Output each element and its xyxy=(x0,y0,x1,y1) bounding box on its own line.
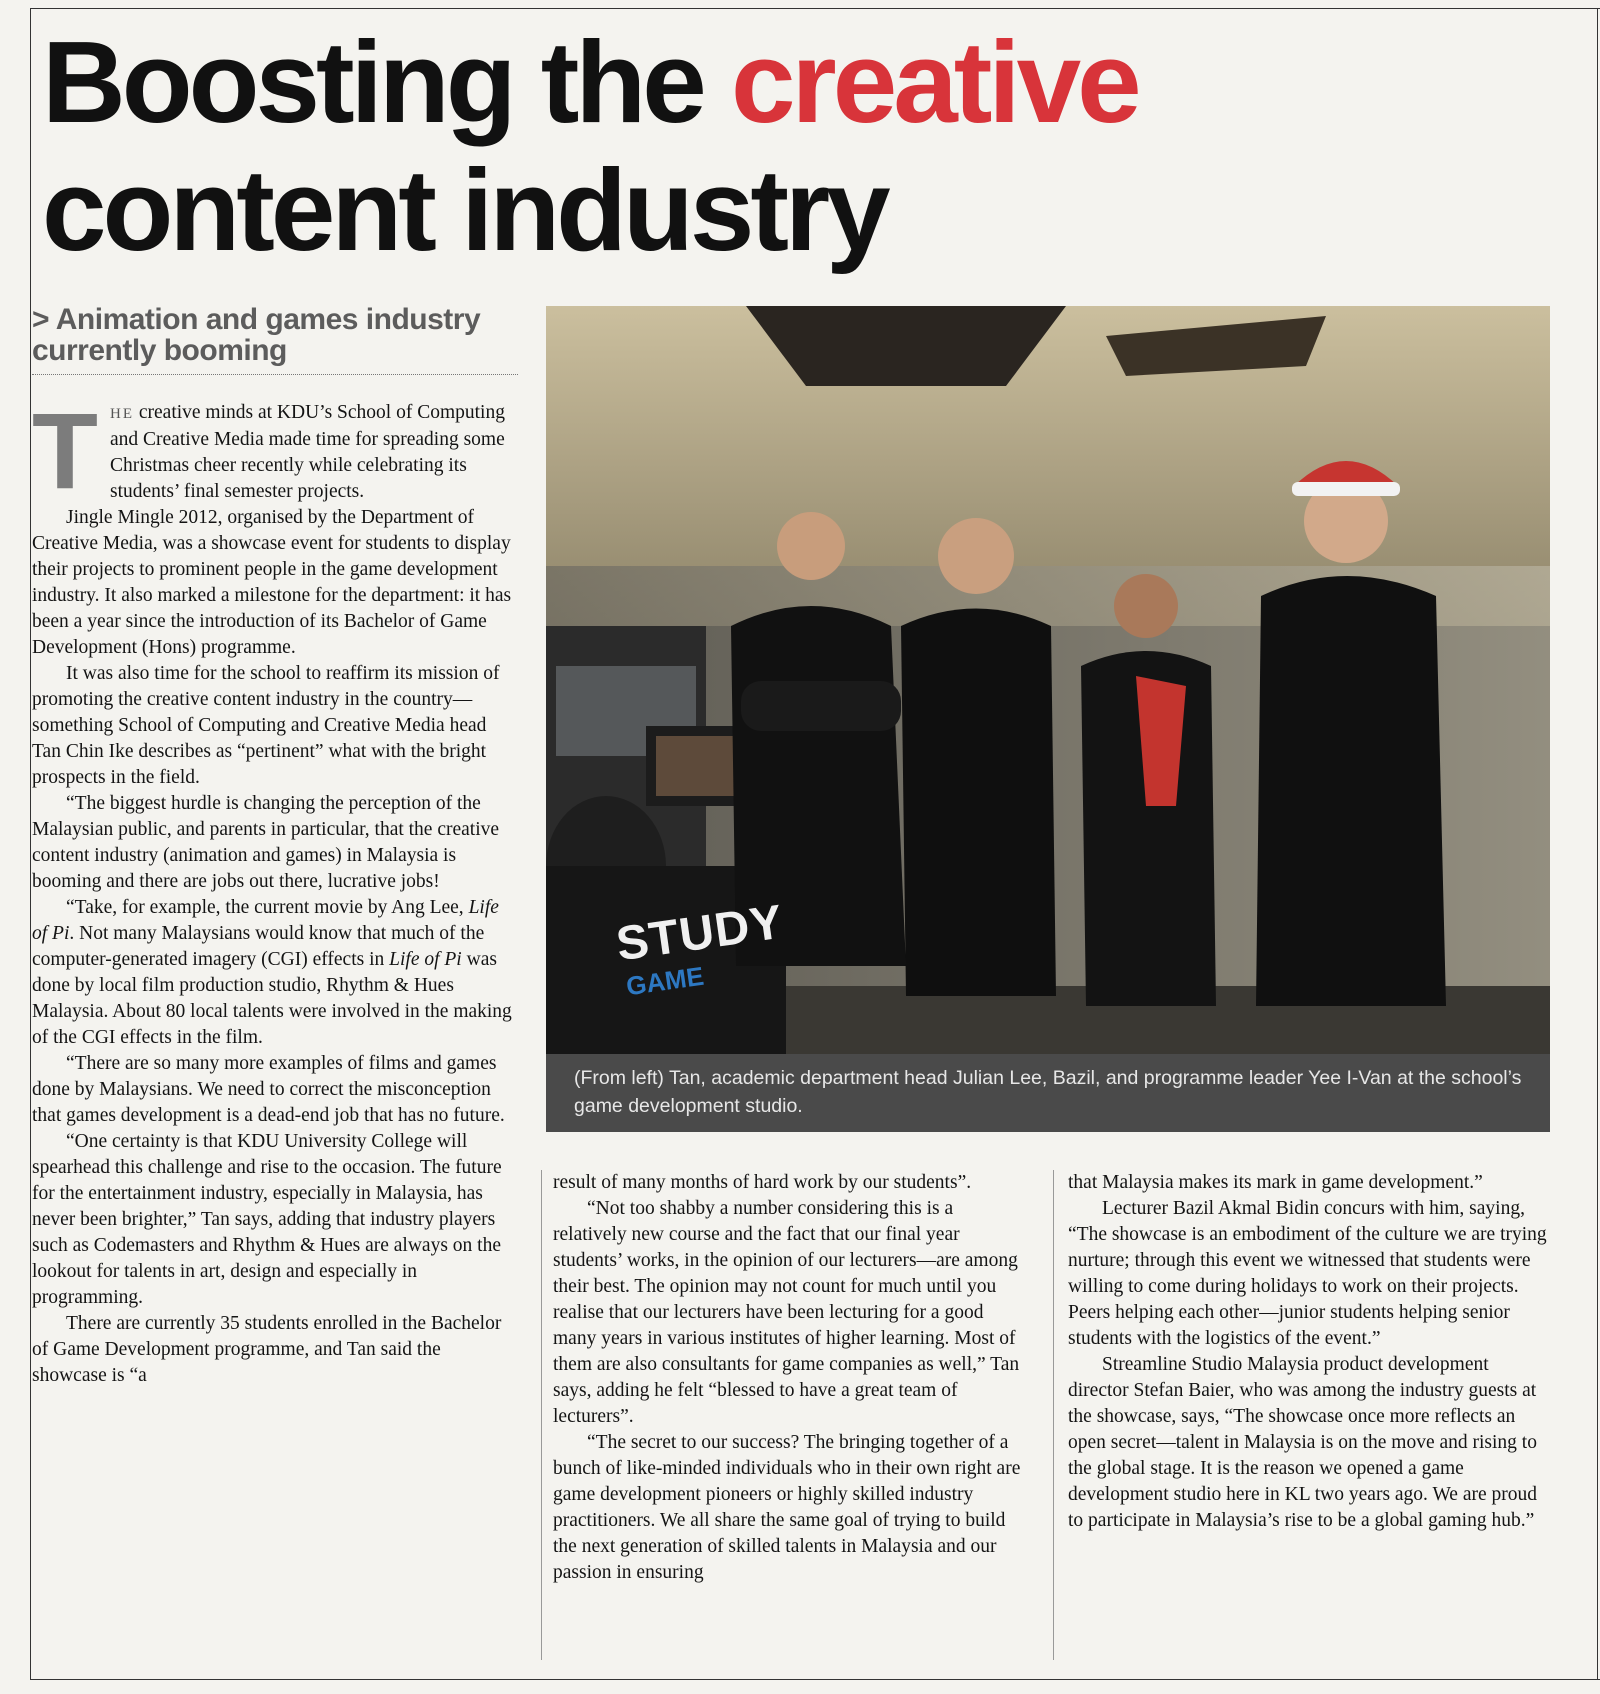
paragraph-continued: that Malaysia makes its mark in game development.” xyxy=(1068,1172,1483,1193)
article-photo xyxy=(546,306,1550,1132)
frame-rule-top xyxy=(30,8,1600,9)
headline-part2: content industry xyxy=(42,145,887,275)
body-column-3 xyxy=(1068,1170,1548,1662)
body-column-2 xyxy=(553,1170,1031,1662)
lead-paragraph xyxy=(32,400,517,511)
frame-rule-right xyxy=(1597,8,1598,1680)
column-rule xyxy=(541,1170,542,1660)
text-run: “Take, for example, the current movie by Ang Lee, xyxy=(66,897,469,918)
photo-caption: (From left) Tan, academic department head Julian Lee, Bazil, and programme leader Yee I-Van at the school’s game development studio. xyxy=(546,1054,1550,1132)
paragraph: It was also time for the school to reaffirm its mission of promoting the creative content industry in the country—something School of Computing and Creative Media head Tan Chin Ike describes as “pertinent” what with the bright prospects in the field. xyxy=(32,663,500,788)
paragraph-continued: result of many months of hard work by our students”. xyxy=(553,1172,972,1193)
paragraph: “Not too shabby a number considering this is a relatively new course and the fact that our final year students’ works, in the opinion of our lecturers—are among their best. The opinion may not count for much until you realise that our lecturers have been lecturing for a good many years in various institutes of higher learning. Most of them are also consultants for game companies as well,” Tan says, adding he felt “blessed to have a great team of lecturers”. xyxy=(553,1198,1020,1427)
standfirst: > Animation and games industry currently booming xyxy=(32,304,518,375)
paragraph: Jingle Mingle 2012, organised by the Department of Creative Media, was a showcase event for students to display their projects to prominent people in the game development industry. It also marked a milestone for the department: it has been a year since the introduction of its Bachelor of Game Development (Hons) programme. xyxy=(32,507,512,658)
lead-text: creative minds at KDU’s School of Computing and Creative Media made time for spreading some Christmas cheer recently while celebrating its students’ final semester projects. xyxy=(109,402,505,502)
paragraph-life-of-pi xyxy=(32,895,517,1051)
frame-rule-bottom xyxy=(30,1679,1600,1680)
shirt-logo-text: STUDY xyxy=(613,895,787,972)
paragraph: “There are so many more examples of films and games done by Malaysians. We need to correct the misconception that games development is a dead-end job that has no future. xyxy=(32,1053,505,1126)
drop-cap-tail: HE xyxy=(109,406,134,422)
paragraph: Lecturer Bazil Akmal Bidin concurs with him, saying, “The showcase is an embodiment of the culture we are trying nurture; through this event we witnessed that students were willing to come during holidays to work on their projects. Peers helping each other—junior students helping senior students with the logistics of the event.” xyxy=(1068,1198,1547,1349)
paragraph: “One certainty is that KDU University College will spearhead this challenge and rise to the occasion. The future for the entertainment industry, especially in Malaysia, has never been brighter,” Tan says, adding that industry players such as Codemasters and Rhythm & Hues are always on the lookout for talents in art, design and especially in programming. xyxy=(32,1131,502,1308)
frame-rule-left xyxy=(30,8,31,1680)
headline-accent: creative xyxy=(731,17,1138,147)
paragraph: “The secret to our success? The bringing together of a bunch of like-minded individuals who in their own right are game development pioneers or highly skilled industry practitioners. We all share the same goal of trying to build the next generation of skilled talents in Malaysia and our passion in ensuring xyxy=(553,1432,1021,1583)
headline-part1: Boosting the xyxy=(42,17,732,147)
film-title: Life of Pi xyxy=(32,897,499,944)
paragraph: Streamline Studio Malaysia product development director Stefan Baier, who was among the industry guests at the showcase, says, “The showcase once more reflects an open secret—talent in Malaysia is on the move and rising to the global stage. It is the reason we opened a game development studio here in KL two years ago. We are proud to participate in Malaysia’s rise to be a global gaming hub.” xyxy=(1068,1354,1537,1531)
photo-illustration xyxy=(546,306,1550,1132)
headline xyxy=(42,18,1562,274)
text-run: was done by local film production studio, Rhythm & Hues Malaysia. About 80 local talents were involved in the making of the CGI effects in the film. xyxy=(32,949,512,1048)
column-rule xyxy=(1053,1170,1054,1660)
paragraph: “The biggest hurdle is changing the perception of the Malaysian public, and parents in particular, that the creative content industry (animation and games) in Malaysia is booming and there are jobs out there, lucrative jobs! xyxy=(32,793,500,892)
shirt-logo-subtext: GAME xyxy=(624,960,706,1002)
text-run: . Not many Malaysians would know that much of the computer-generated imagery (CGI) effects in xyxy=(32,923,485,970)
body-column-1 xyxy=(32,400,517,1662)
paragraph: There are currently 35 students enrolled in the Bachelor of Game Development programme, and Tan said the showcase is “a xyxy=(32,1313,502,1386)
film-title: Life of Pi xyxy=(389,949,462,970)
drop-cap: T xyxy=(32,400,98,511)
